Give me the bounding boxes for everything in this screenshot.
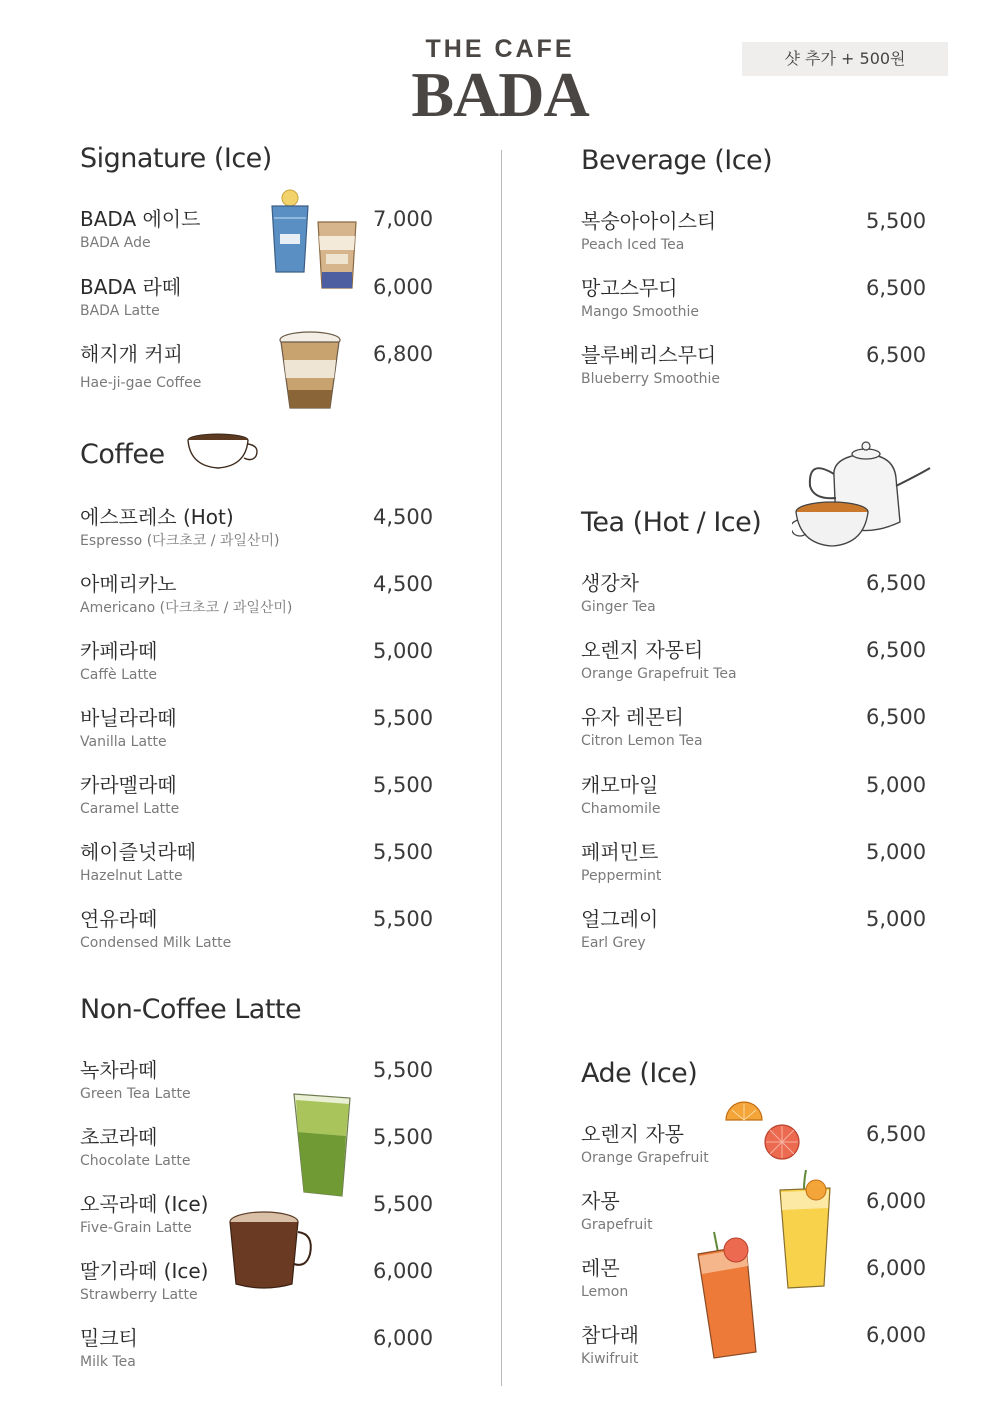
item-name-ko: 오렌지 자몽티 (581, 638, 704, 662)
menu-item (581, 840, 661, 885)
item-price: 5,000 (866, 773, 927, 797)
menu-item (80, 1259, 208, 1304)
item-name-ko: 캐모마일 (581, 773, 659, 797)
item-name-ko: 자몽 (581, 1189, 620, 1213)
item-name-en: Caramel Latte (80, 801, 180, 817)
takeout-coffee-cup-icon (278, 330, 342, 412)
menu-item (581, 209, 716, 254)
item-price: 5,000 (866, 840, 927, 864)
item-price: 6,500 (866, 343, 927, 367)
item-name-ko: 망고스무디 (581, 276, 678, 300)
item-name-en: Five-Grain Latte (80, 1220, 192, 1236)
item-name-en: Milk Tea (80, 1354, 136, 1370)
menu-item (80, 207, 200, 252)
item-name-ko: 아메리카노 (80, 572, 177, 596)
coffee-cup-icon (186, 432, 260, 472)
lemon-ade-glass-icon (776, 1168, 834, 1290)
orange-slice-icon (724, 1090, 764, 1124)
menu-item (80, 639, 157, 684)
item-price: 4,500 (373, 572, 434, 596)
item-name-en: Peppermint (581, 868, 662, 884)
menu-item (80, 1192, 208, 1237)
menu-item (80, 505, 279, 550)
item-name-en: Chocolate Latte (80, 1153, 191, 1169)
menu-item (80, 907, 231, 952)
menu-item (581, 276, 699, 321)
item-name-ko: 복숭아아이스티 (581, 209, 717, 233)
item-name-en: Green Tea Latte (80, 1086, 191, 1102)
item-name-en: Orange Grapefruit Tea (581, 666, 737, 682)
item-name-ko: BADA 에이드 (80, 207, 201, 231)
menu-item (581, 638, 737, 683)
item-price: 5,500 (373, 1125, 434, 1149)
menu-item (581, 1189, 653, 1234)
item-name-ko: 블루베리스무디 (581, 343, 717, 367)
item-name-ko: 밀크티 (80, 1326, 138, 1350)
item-name-en: Peach Iced Tea (581, 237, 685, 253)
item-name-ko: 카페라떼 (80, 639, 158, 663)
item-name-ko: BADA 라떼 (80, 275, 182, 299)
item-name-en: BADA Latte (80, 303, 160, 319)
green-tea-latte-glass-icon (288, 1088, 356, 1200)
item-price: 5,500 (373, 1058, 434, 1082)
item-price: 6,000 (373, 1259, 434, 1283)
item-name-ko: 바닐라라떼 (80, 706, 177, 730)
section-title-ade: Ade (Ice) (581, 1058, 698, 1089)
menu-item (80, 1125, 190, 1170)
item-price: 6,800 (373, 342, 434, 366)
item-name-ko: 오곡라떼 (Ice) (80, 1192, 209, 1216)
menu-item (581, 907, 658, 952)
item-price: 7,000 (373, 207, 434, 231)
item-name-en: Strawberry Latte (80, 1287, 198, 1303)
menu-item (80, 706, 177, 751)
item-name-ko: 에스프레소 (Hot) (80, 505, 234, 529)
menu-item (80, 1058, 191, 1103)
item-price: 6,500 (866, 571, 927, 595)
section-title-coffee: Coffee (80, 439, 165, 470)
item-price: 5,500 (866, 209, 927, 233)
item-name-en: Espresso (다크초코 / 과일산미) (80, 533, 280, 549)
item-name-en: Mango Smoothie (581, 304, 699, 320)
shot-extra-badge: 샷 추가 + 500원 (742, 42, 948, 76)
item-price: 6,500 (866, 1122, 927, 1146)
menu-item (80, 572, 292, 617)
item-price: 6,000 (373, 275, 434, 299)
item-name-en: Earl Grey (581, 935, 646, 951)
menu-item (80, 1326, 138, 1371)
logo-main-text: BADA (411, 59, 589, 130)
logo-top-text: THE CAFE (425, 35, 575, 63)
item-name-ko: 해지개 커피 (80, 342, 183, 366)
item-price: 6,500 (866, 705, 927, 729)
item-price: 5,500 (373, 706, 434, 730)
section-title-signature: Signature (Ice) (80, 143, 272, 174)
menu-item (80, 342, 201, 392)
item-price: 4,500 (373, 505, 434, 529)
item-name-en: Kiwifruit (581, 1351, 639, 1367)
menu-item (581, 1122, 709, 1167)
item-name-ko: 유자 레몬티 (581, 705, 684, 729)
item-price: 5,500 (373, 1192, 434, 1216)
item-price: 6,000 (866, 1189, 927, 1213)
menu-item (80, 773, 179, 818)
item-name-en: Condensed Milk Latte (80, 935, 232, 951)
item-price: 5,500 (373, 907, 434, 931)
item-name-en: Lemon (581, 1284, 629, 1300)
menu-item (80, 275, 181, 320)
item-price: 6,000 (866, 1256, 927, 1280)
item-name-en: Chamomile (581, 801, 661, 817)
column-divider (501, 150, 502, 1386)
item-name-ko: 페퍼민트 (581, 840, 659, 864)
menu-item (581, 343, 720, 388)
item-name-en: BADA Ade (80, 235, 151, 251)
item-name-ko: 참다래 (581, 1323, 639, 1347)
item-name-en: Blueberry Smoothie (581, 371, 721, 387)
item-name-ko: 오렌지 자몽 (581, 1122, 684, 1146)
item-name-en: Ginger Tea (581, 599, 656, 615)
section-title-beverage: Beverage (Ice) (581, 145, 773, 176)
item-price: 6,000 (866, 1323, 927, 1347)
item-name-en: Hazelnut Latte (80, 868, 183, 884)
item-name-en: Caffè Latte (80, 667, 158, 683)
item-name-ko: 헤이즐넛라떼 (80, 840, 196, 864)
item-price: 5,500 (373, 773, 434, 797)
item-price: 5,000 (866, 907, 927, 931)
item-name-ko: 생강차 (581, 571, 639, 595)
menu-item (581, 571, 656, 616)
menu-item (581, 705, 703, 750)
menu-item (80, 840, 196, 885)
item-name-en: Orange Grapefruit (581, 1150, 709, 1166)
item-name-ko: 연유라떼 (80, 907, 158, 931)
item-name-ko: 딸기라떼 (Ice) (80, 1259, 209, 1283)
item-name-ko: 녹차라떼 (80, 1058, 158, 1082)
item-name-ko: 레몬 (581, 1256, 620, 1280)
blue-ade-cup-icon (266, 188, 364, 300)
menu-item (581, 1256, 628, 1301)
item-price: 6,000 (373, 1326, 434, 1350)
mocha-mug-icon (226, 1208, 314, 1292)
menu-item (581, 773, 660, 818)
item-name-en: Grapefruit (581, 1217, 653, 1233)
item-price: 5,500 (373, 840, 434, 864)
item-price: 6,500 (866, 638, 927, 662)
grapefruit-ade-glass-icon (694, 1230, 764, 1360)
item-name-ko: 얼그레이 (581, 907, 659, 931)
grapefruit-slice-icon (762, 1122, 802, 1162)
item-price: 5,000 (373, 639, 434, 663)
item-name-en: Vanilla Latte (80, 734, 167, 750)
item-name-en: Americano (다크초코 / 과일산미) (80, 600, 293, 616)
menu-item (581, 1323, 639, 1368)
item-price: 6,500 (866, 276, 927, 300)
item-name-en: Hae-ji-gae Coffee (80, 375, 202, 391)
item-name-en: Citron Lemon Tea (581, 733, 703, 749)
item-name-ko: 카라멜라떼 (80, 773, 177, 797)
teapot-icon (792, 434, 938, 554)
section-title-noncoffee: Non-Coffee Latte (80, 994, 302, 1025)
section-title-tea: Tea (Hot / Ice) (581, 507, 762, 538)
item-name-ko: 초코라떼 (80, 1125, 158, 1149)
